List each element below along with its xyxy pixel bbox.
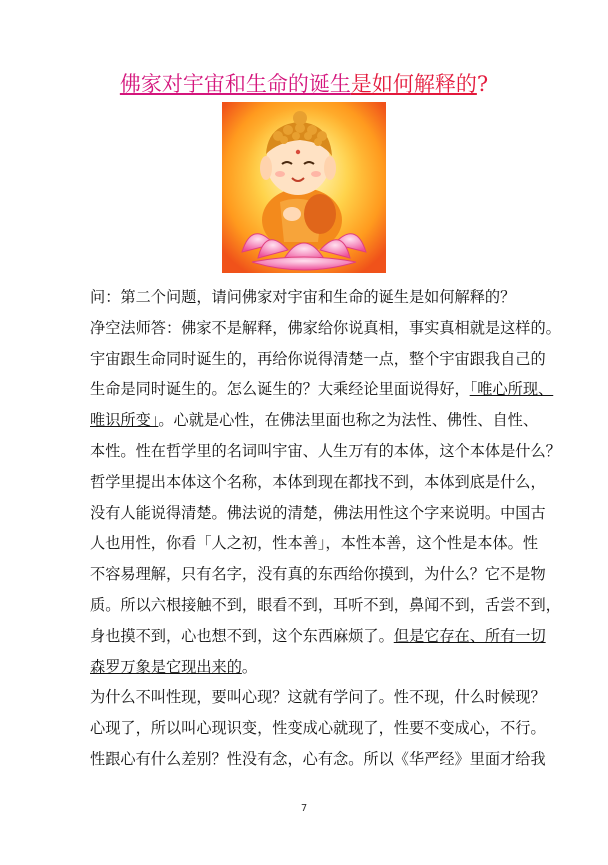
body-text <box>90 282 561 775</box>
paragraph-line: 没有人能说得清楚。佛法说的清楚，佛法用性这个字来说明。中国古 <box>90 503 546 522</box>
underlined-quote: 「唯心所现、 <box>469 380 554 399</box>
paragraph-line: 净空法师答：佛家不是解释，佛家给你说真相，事实真相就是这样的。 <box>90 318 561 337</box>
paragraph-line <box>90 621 546 652</box>
paragraph-line: 哲学里提出本体这个名称，本体到现在都找不到，本体到底是什么， <box>90 472 546 491</box>
underlined-sentence: 森罗万象是它现出来的 <box>90 657 242 676</box>
text-segment: 。 <box>241 657 258 676</box>
paragraph-line: 质。所以六根接触不到，眼看不到，耳听不到，鼻闻不到，舌尝不到， <box>90 595 561 614</box>
underlined-quote: 唯识所变」 <box>90 411 159 430</box>
text-segment: 身也摸不到，心也想不到，这个东西麻烦了。 <box>90 626 394 645</box>
text-segment: 。心就是心性，在佛法里面也称之为法性、佛性、自性、 <box>158 411 539 430</box>
title-part-3: ? <box>476 72 489 96</box>
buddha-illustration <box>222 102 386 273</box>
paragraph-line <box>90 374 554 405</box>
paragraph-line <box>90 652 530 683</box>
page-number: 7 <box>300 803 308 814</box>
paragraph-line: 人也用性，你看「人之初，性本善」，本性本善，这个性是本体。性 <box>90 534 539 553</box>
paragraph-line: 问：第二个问题，请问佛家对宇宙和生命的诞生是如何解释的？ <box>90 288 516 306</box>
paragraph-line: 为什么不叫性现，要叫心现？这就有学问了。性不现，什么时候现？ <box>90 688 546 707</box>
paragraph-line <box>90 405 539 436</box>
paragraph-line: 性跟心有什么差别？性没有念，心有念。所以《华严经》里面才给我 <box>90 749 546 768</box>
page-title <box>0 70 608 98</box>
text-segment: 生命是同时诞生的。怎么诞生的？大乘经论里面说得好， <box>90 380 470 399</box>
underlined-sentence: 但是它存在、所有一切 <box>393 626 546 645</box>
paragraph-line: 不容易理解，只有名字，没有真的东西给你摸到，为什么？它不是物 <box>90 565 546 584</box>
title-part-2: 是如何解释的 <box>350 72 477 96</box>
buddha-on-lotus-icon <box>222 102 386 273</box>
paragraph-line: 宇宙跟生命同时诞生的，再给你说得清楚一点，整个宇宙跟我自己的 <box>90 349 546 368</box>
title-part-1: 佛家对宇宙和生命的诞生 <box>119 72 351 96</box>
paragraph-line: 心现了，所以叫心现识变，性变成心就现了，性要不变成心，不行。 <box>90 719 546 738</box>
paragraph-line: 本性。性在哲学里的名词叫宇宙、人生万有的本体，这个本体是什么？ <box>90 441 561 460</box>
